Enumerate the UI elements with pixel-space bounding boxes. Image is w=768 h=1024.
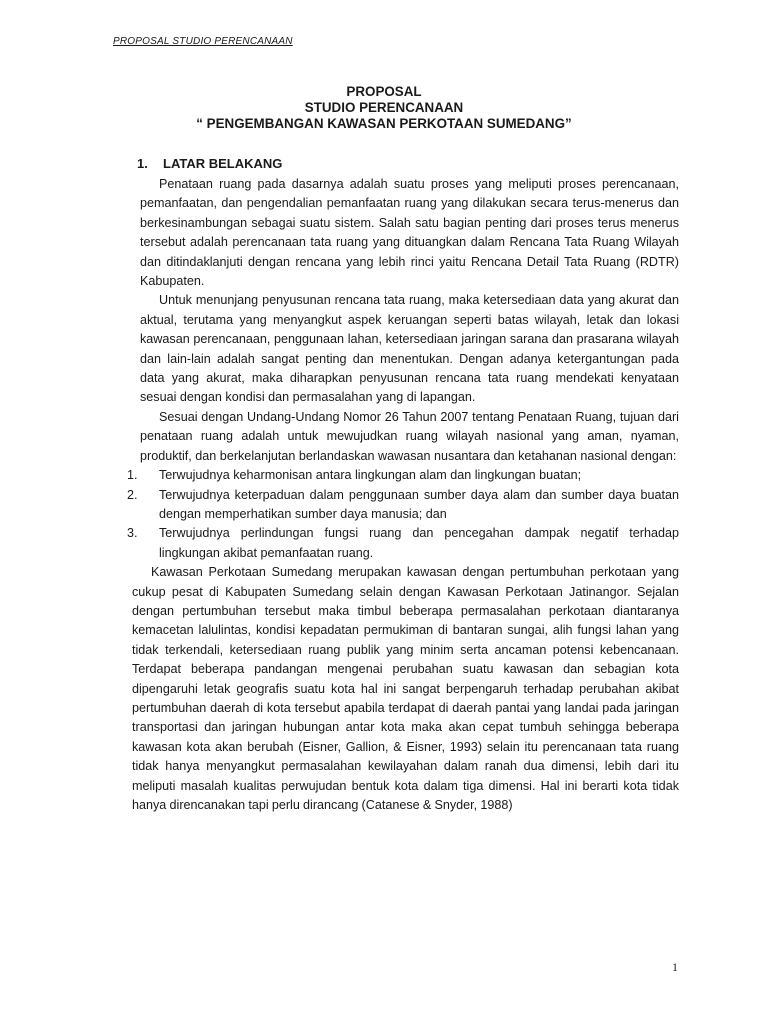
section-number: 1. bbox=[137, 156, 148, 171]
title-line-2: STUDIO PERENCANAAN bbox=[304, 100, 464, 115]
section-title: LATAR BELAKANG bbox=[163, 156, 283, 171]
paragraph: Sesuai dengan Undang-Undang Nomor 26 Tahun 2007 tentang Penataan Ruang, tujuan dari penataan ruang adalah untuk mewujudkan ruang wilayah nasional yang aman, nyaman, produktif, dan berkelanjutan berlandaskan wawasan nusantara dan ketahanan nasional dengan: bbox=[140, 409, 679, 463]
goal-number: 3. bbox=[127, 526, 138, 541]
paragraph: Untuk menunjang penyusunan rencana tata ruang, maka ketersediaan data yang akurat dan aktual, terutama yang menyangkut aspek keruangan seperti batas wilayah, letak dan lokasi kawasan perencanaan, penggunaan lahan, ketersediaan jaringan sarana dan prasarana wilayah dan lain-lain adalah sangat penting dan menentukan. Dengan adanya ketergantungan pada data yang akurat, maka diharapkan penyusunan rencana tata ruang mendekati kenyataan sesuai dengan kondisi dan permasalahan yang di lapangan. bbox=[140, 293, 679, 405]
page-number: 1 bbox=[672, 960, 678, 974]
section-heading bbox=[137, 156, 282, 171]
title-line-3: “ PENGEMBANGAN KAWASAN PERKOTAAN SUMEDANG” bbox=[196, 116, 572, 131]
body-text bbox=[127, 175, 679, 815]
title-block bbox=[0, 84, 768, 132]
goal-text: Terwujudnya perlindungan fungsi ruang dan pencegahan dampak negatif terhadap lingkungan akibat pemanfaatan ruang. bbox=[159, 526, 679, 560]
goal-text: Terwujudnya keterpaduan dalam penggunaan sumber daya alam dan sumber daya buatan dengan memperhatikan sumber daya manusia; dan bbox=[159, 487, 679, 521]
goal-item bbox=[127, 524, 679, 563]
goal-number: 2. bbox=[127, 487, 138, 502]
title-line-1: PROPOSAL bbox=[346, 84, 422, 99]
goal-item bbox=[127, 466, 679, 485]
goal-item bbox=[127, 486, 679, 525]
running-header: PROPOSAL STUDIO PERENCANAAN bbox=[113, 36, 293, 47]
paragraph: Kawasan Perkotaan Sumedang merupakan kawasan dengan pertumbuhan perkotaan yang cukup pesat di Kabupaten Sumedang selain dengan Kawasan Perkotaan Jatinangor. Sejalan dengan pertumbuhan tersebut maka timbul beberapa permasalahan perkotaan diantaranya kemacetan lalulintas, kondisi kepadatan permukiman di bantaran sungai, alih fungsi lahan yang tidak terkendali, ketersediaan ruang publik yang minim serta ancaman potensi kebencanaan. Terdapat beberapa pandangan mengenai perubahan suatu kawasan dan sebagian kota dipengaruhi letak geografis suatu kota hal ini sangat berpengaruh terhadap perubahan akibat pertumbuhan daerah di kota tersebut apabila terdapat di daerah pantai yang landai pada jaringan transportasi dan jaringan hubungan antar kota maka akan cepat tumbuh sehingga beberapa kawasan kota akan berubah (Eisner, Gallion, & Eisner, 1993) selain itu perencanaan tata ruang tidak hanya menyangkut permasalahan kewilayahan dalam ranah dua dimensi, lebih dari itu meliputi masalah kualitas perwujudan bentuk kota dalam tiga dimensi. Hal ini berarti kota tidak hanya direncanakan tapi perlu dirancang (Catanese & Snyder, 1988) bbox=[132, 565, 679, 812]
goals-list bbox=[127, 466, 679, 563]
paragraph: Penataan ruang pada dasarnya adalah suatu proses yang meliputi proses perencanaan, pemanfaatan, dan pengendalian pemanfaatan ruang yang dilakukan secara terus-menerus dan berkesinambungan sebagai suatu sistem. Salah satu bagian penting dari proses terus menerus tersebut adalah perencanaan tata ruang yang dituangkan dalam Rencana Tata Ruang Wilayah dan ditindaklanjuti dengan rencana yang lebih rinci yaitu Rencana Detail Tata Ruang (RDTR) Kabupaten. bbox=[140, 177, 679, 289]
goal-text: Terwujudnya keharmonisan antara lingkungan alam dan lingkungan buatan; bbox=[159, 468, 582, 483]
goal-number: 1. bbox=[127, 468, 138, 483]
